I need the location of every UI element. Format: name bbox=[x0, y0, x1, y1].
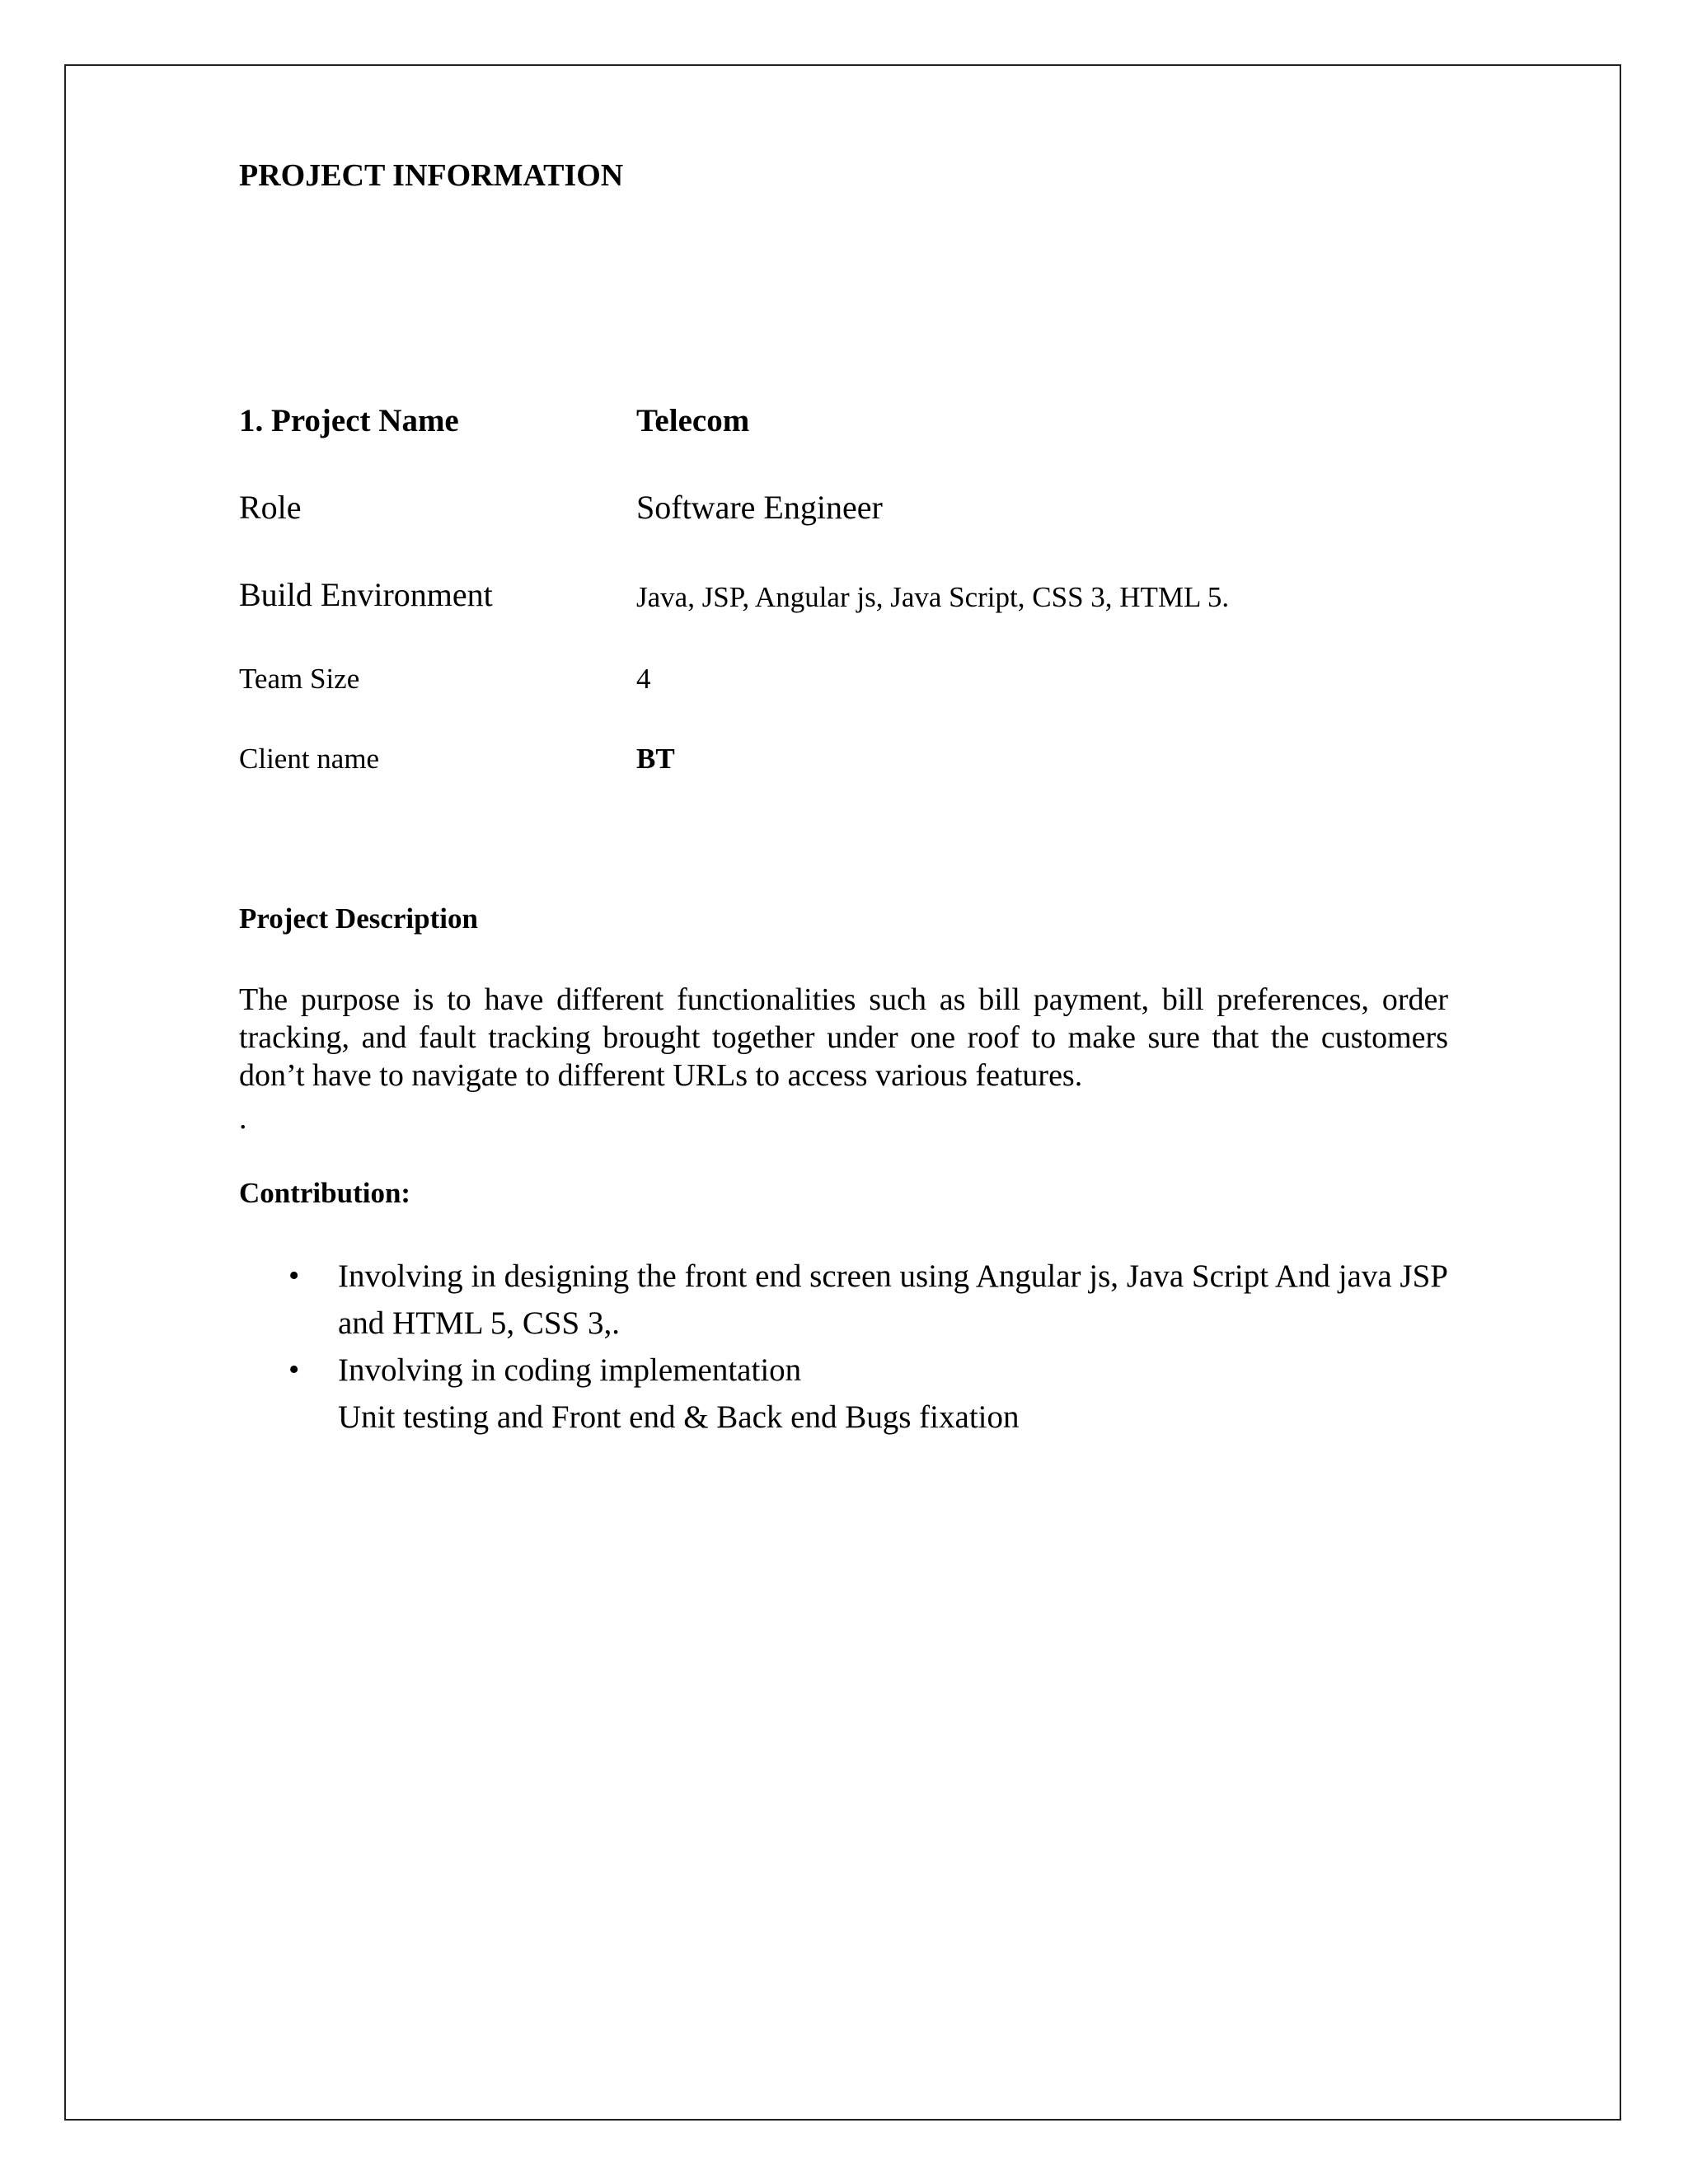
description-trailing-dot: . bbox=[239, 1101, 247, 1136]
contribution-list bbox=[239, 1253, 1448, 1441]
role-value: Software Engineer bbox=[636, 489, 883, 526]
bullet-icon: • bbox=[288, 1258, 300, 1293]
role-label: Role bbox=[239, 489, 302, 526]
team-size-value: 4 bbox=[636, 663, 651, 695]
contribution-item-text: Involving in designing the front end screen using Angular js, Java Script And java JSP and HTML 5, CSS 3,. bbox=[338, 1258, 1448, 1341]
client-name-label: Client name bbox=[239, 743, 380, 775]
contribution-item bbox=[239, 1347, 1448, 1394]
project-description-heading: Project Description bbox=[239, 902, 478, 935]
build-environment-label: Build Environment bbox=[239, 576, 493, 613]
client-name-value: BT bbox=[636, 743, 675, 775]
project-name-label: 1. Project Name bbox=[239, 403, 459, 438]
project-description-text: The purpose is to have different functionalities such as bill payment, bill preferences, order tracking, and fault tracking brought together under one roof to make sure that the customers don’t have to navigate to different URLs to access various features. bbox=[239, 982, 1448, 1093]
contribution-item-text: Involving in coding implementation bbox=[338, 1352, 802, 1388]
bullet-icon: • bbox=[288, 1352, 300, 1387]
project-name-value: Telecom bbox=[636, 403, 750, 438]
contribution-heading: Contribution: bbox=[239, 1177, 411, 1209]
page-title: PROJECT INFORMATION bbox=[239, 158, 624, 193]
contribution-continuation: Unit testing and Front end & Back end Bugs fixation bbox=[338, 1399, 1020, 1435]
team-size-label: Team Size bbox=[239, 663, 360, 695]
contribution-item bbox=[239, 1253, 1448, 1347]
build-environment-value: Java, JSP, Angular js, Java Script, CSS 3, HTML 5. bbox=[636, 581, 1230, 613]
